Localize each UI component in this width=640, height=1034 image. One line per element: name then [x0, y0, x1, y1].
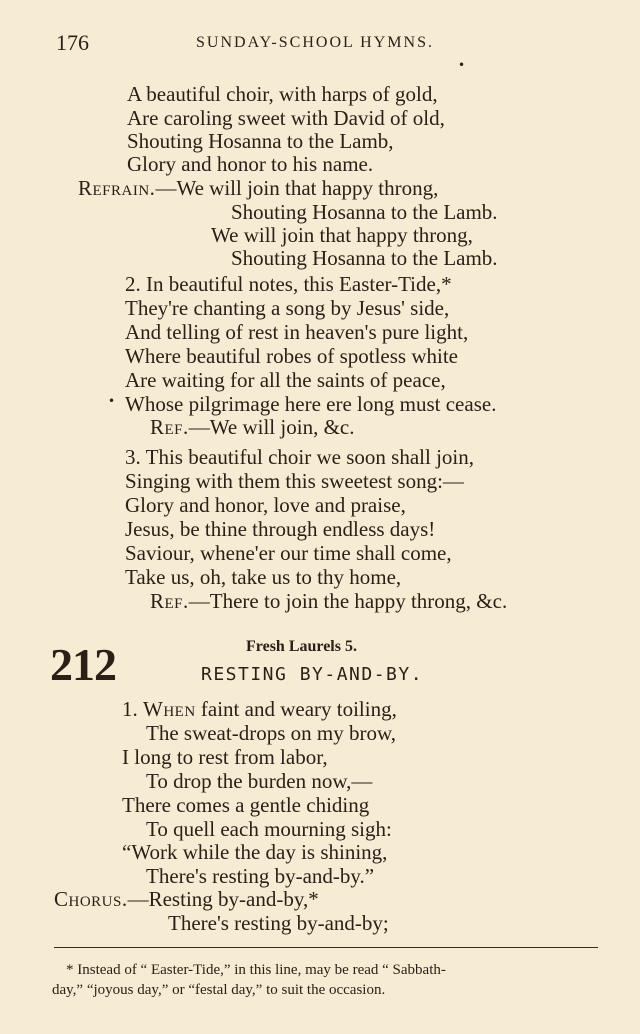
refrain-line: [78, 176, 438, 200]
tune-name: Fresh Laurels 5.: [246, 638, 357, 655]
footnote-line: * Instead of “ Easter-Tide,” in this line, may be read “ Sabbath-: [66, 962, 446, 978]
refrain-line: Shouting Hosanna to the Lamb.: [231, 246, 498, 270]
verse-line: Saviour, whene'er our time shall come,: [125, 541, 452, 565]
hymn-number: 212: [50, 639, 116, 690]
ref-text: —We will join, &c.: [188, 415, 355, 439]
verse-line: Glory and honor to his name.: [127, 152, 374, 176]
chorus-label: Chorus.: [54, 887, 128, 911]
first-line-rest: faint and weary toiling,: [195, 697, 397, 721]
verse-line: Are caroling sweet with David of old,: [127, 106, 445, 130]
refrain-label: Refrain.: [78, 176, 156, 200]
printing-speck: •: [108, 394, 116, 408]
verse-line: Singing with them this sweetest song:—: [125, 469, 464, 493]
verse-line: The sweat-drops on my brow,: [146, 721, 397, 745]
chorus-text: —Resting by-and-by,*: [127, 887, 319, 911]
verse-line: [122, 697, 397, 721]
stanza-number: 1.: [122, 697, 143, 721]
verse-line: “Work while the day is shining,: [122, 840, 388, 864]
hymn-title: RESTING BY-AND-BY.: [201, 664, 424, 685]
verse-line: To quell each mourning sigh:: [146, 817, 392, 841]
refrain-text: —We will join that happy throng,: [155, 176, 439, 200]
verse-line: And telling of rest in heaven's pure light,: [125, 320, 469, 344]
verse-line: Are waiting for all the saints of peace,: [125, 368, 446, 392]
verse-line: 2. In beautiful notes, this Easter-Tide,*: [125, 272, 452, 296]
ref-line: [150, 415, 354, 439]
first-word: When: [143, 697, 196, 721]
refrain-line: Shouting Hosanna to the Lamb.: [231, 200, 498, 224]
verse-line: Where beautiful robes of spotless white: [125, 344, 458, 368]
printing-speck: •: [458, 58, 466, 72]
verse-line: 3. This beautiful choir we soon shall join,: [125, 445, 474, 469]
verse-line: Glory and honor, love and praise,: [125, 493, 406, 517]
chorus-line: [54, 887, 319, 911]
ref-label: Ref.: [150, 589, 189, 613]
verse-line: Shouting Hosanna to the Lamb,: [127, 129, 394, 153]
verse-line: I long to rest from labor,: [122, 745, 328, 769]
verse-line: There comes a gentle chiding: [122, 793, 370, 817]
verse-line: Jesus, be thine through endless days!: [125, 517, 436, 541]
footnote-line: day,” “joyous day,” or “festal day,” to suit the occasion.: [52, 982, 386, 998]
verse-line: To drop the burden now,—: [146, 769, 373, 793]
running-title: SUNDAY-SCHOOL HYMNS.: [196, 34, 434, 51]
ref-label: Ref.: [150, 415, 189, 439]
verse-line: A beautiful choir, with harps of gold,: [127, 82, 438, 106]
verse-line: They're chanting a song by Jesus' side,: [125, 296, 450, 320]
footnote-divider: [54, 947, 598, 948]
verse-line: Whose pilgrimage here ere long must cease.: [125, 392, 497, 416]
verse-line: There's resting by-and-by.”: [146, 864, 375, 888]
page-number: 176: [56, 30, 89, 55]
ref-text: —There to join the happy throng, &c.: [188, 589, 508, 613]
refrain-line: We will join that happy throng,: [211, 223, 473, 247]
ref-line: [150, 589, 507, 613]
chorus-line: There's resting by-and-by;: [168, 911, 389, 935]
verse-line: Take us, oh, take us to thy home,: [125, 565, 402, 589]
